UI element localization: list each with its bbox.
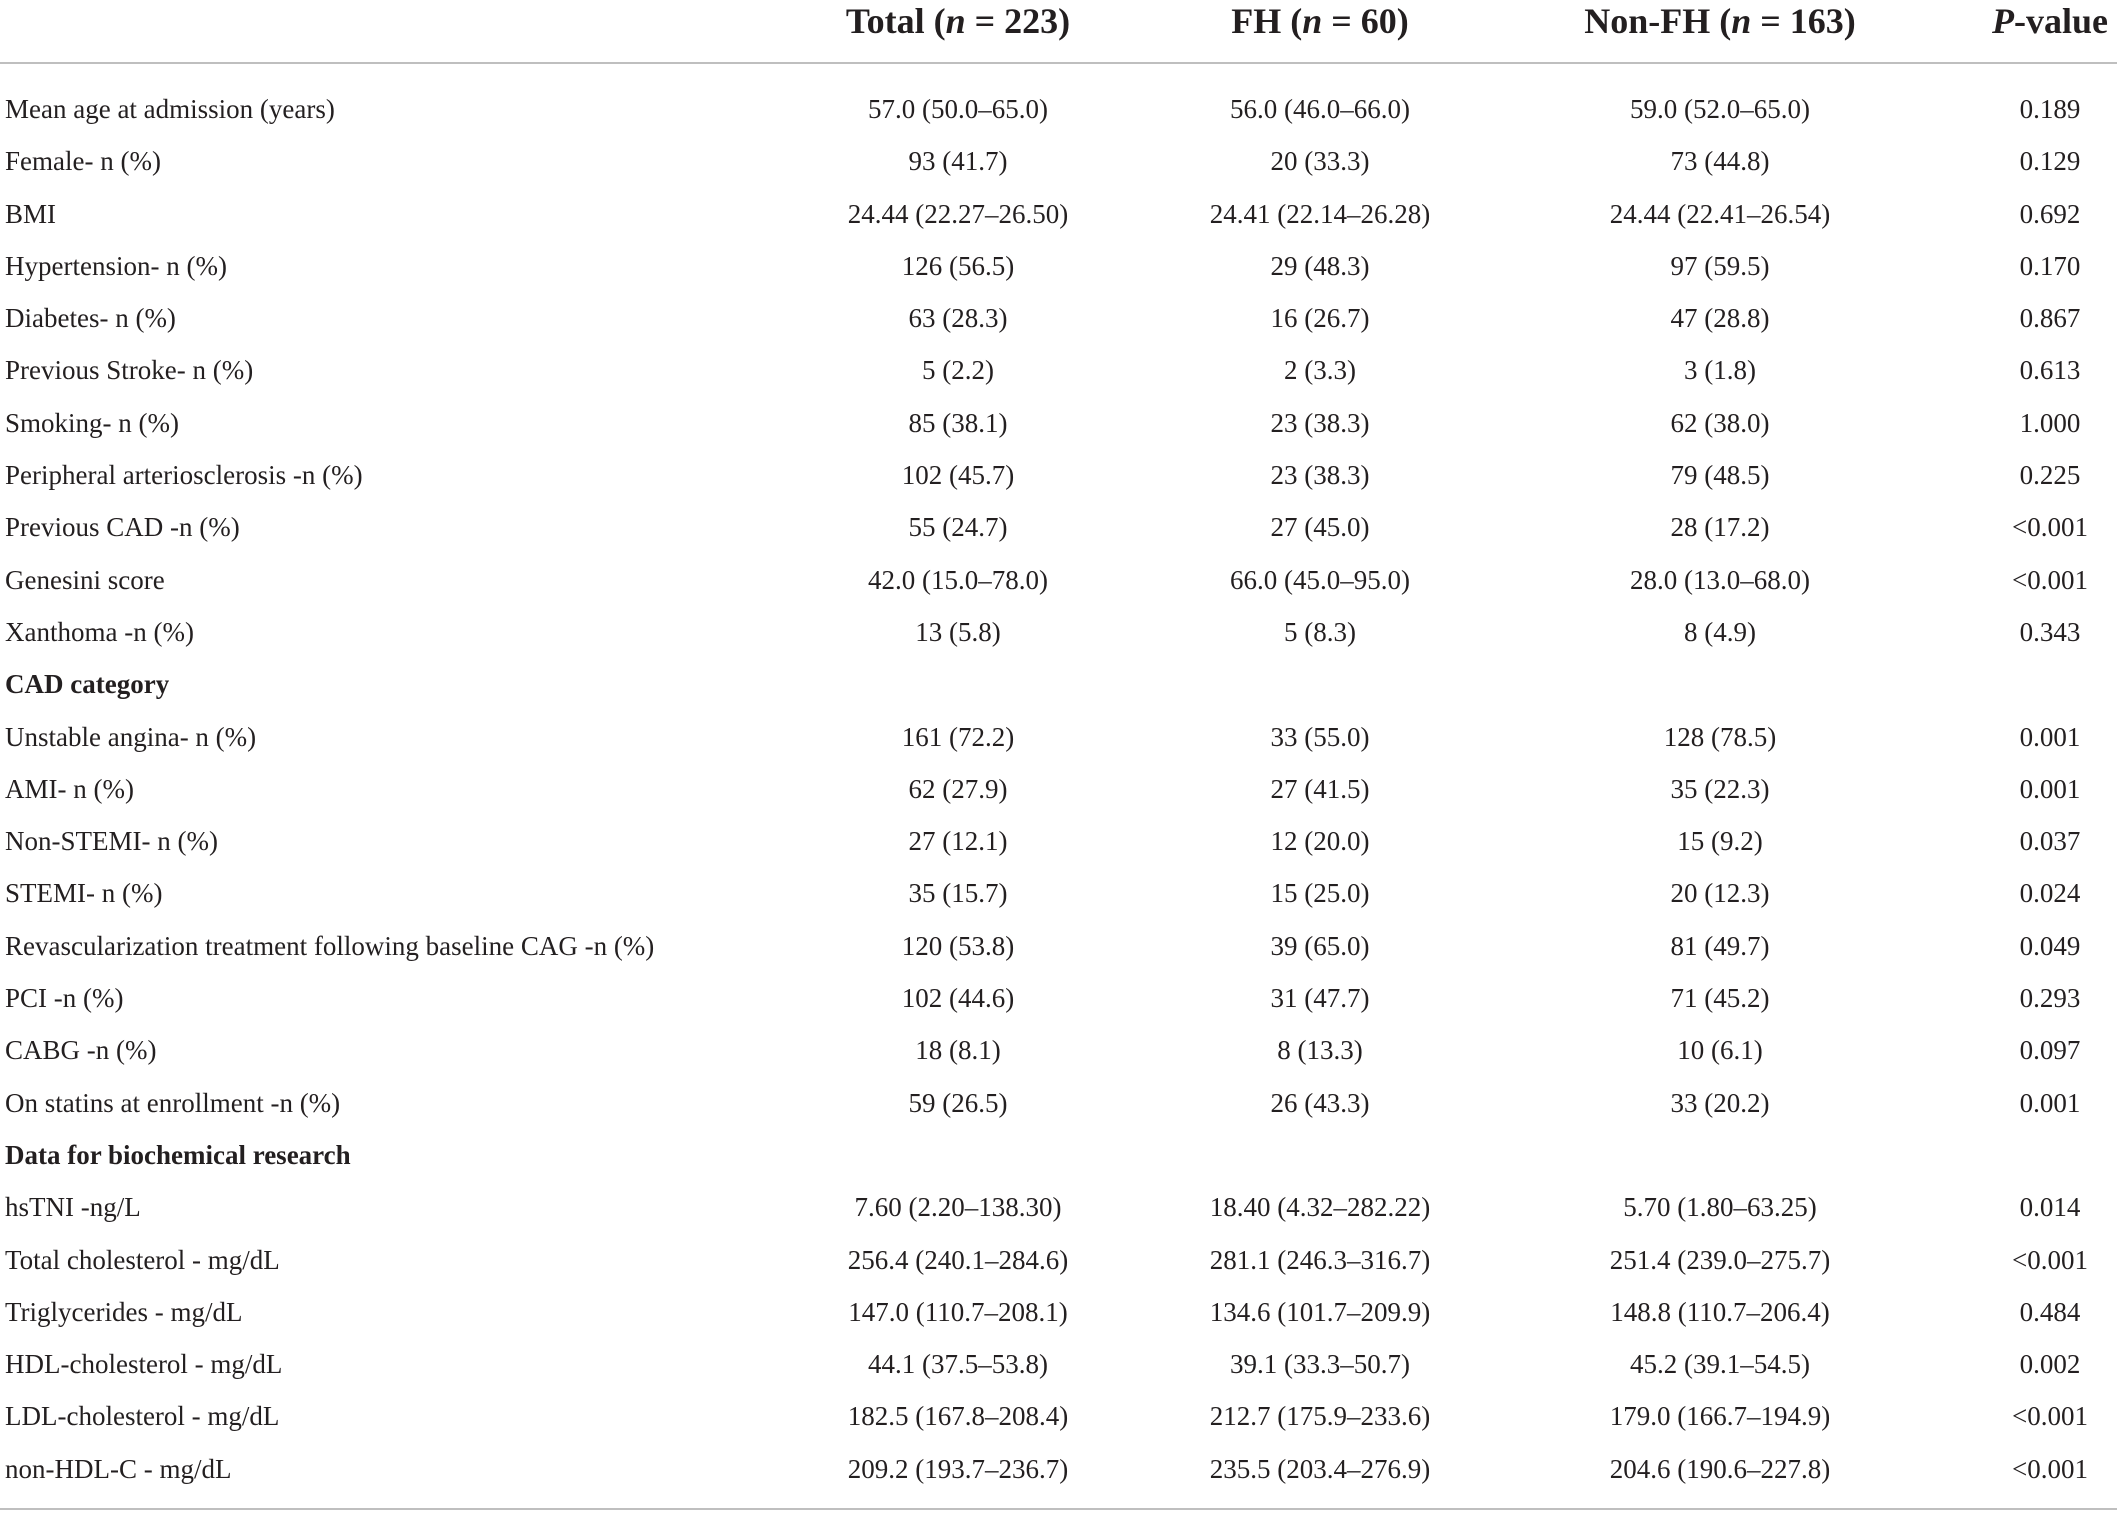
table-row bbox=[0, 449, 2117, 501]
row-label: Diabetes- n (%) bbox=[5, 303, 176, 334]
cell-pvalue: 0.049 bbox=[2019, 930, 2081, 961]
row-label: Non-STEMI- n (%) bbox=[5, 826, 218, 857]
table-row bbox=[0, 920, 2117, 972]
table-row bbox=[0, 1077, 2117, 1129]
cell-nonfh: 45.2 (39.1–54.5) bbox=[1630, 1349, 1810, 1380]
cell-nonfh: 73 (44.8) bbox=[1670, 146, 1770, 177]
row-label: non-HDL-C - mg/dL bbox=[5, 1453, 232, 1484]
cell-pvalue: 0.129 bbox=[2019, 146, 2081, 177]
cell-total: 209.2 (193.7–236.7) bbox=[847, 1453, 1069, 1484]
cell-fh: 134.6 (101.7–209.9) bbox=[1209, 1296, 1431, 1327]
cell-fh: 2 (3.3) bbox=[1284, 355, 1356, 386]
table-body bbox=[0, 83, 2117, 1495]
table-row bbox=[0, 1024, 2117, 1076]
cell-total: 55 (24.7) bbox=[908, 512, 1008, 543]
row-label: Total cholesterol - mg/dL bbox=[5, 1244, 280, 1275]
header-total-n: n bbox=[945, 1, 966, 41]
cell-nonfh: 251.4 (239.0–275.7) bbox=[1609, 1244, 1831, 1275]
row-label: hsTNI -ng/L bbox=[5, 1192, 141, 1223]
table-row bbox=[0, 292, 2117, 344]
row-label: Peripheral arteriosclerosis -n (%) bbox=[5, 460, 363, 491]
row-label: Unstable angina- n (%) bbox=[5, 721, 257, 752]
row-label: CABG -n (%) bbox=[5, 1035, 157, 1066]
cell-pvalue: 0.014 bbox=[2019, 1192, 2081, 1223]
row-label: LDL-cholesterol - mg/dL bbox=[5, 1401, 280, 1432]
row-label: Mean age at admission (years) bbox=[5, 94, 335, 124]
cell-pvalue: 0.692 bbox=[2019, 198, 2081, 229]
cell-total: 44.1 (37.5–53.8) bbox=[868, 1349, 1048, 1380]
cell-total: 161 (72.2) bbox=[901, 721, 1015, 752]
cell-pvalue: 0.001 bbox=[2019, 773, 2081, 804]
cell-total: 102 (44.6) bbox=[901, 983, 1015, 1014]
table-row bbox=[0, 344, 2117, 396]
cell-nonfh: 3 (1.8) bbox=[1684, 355, 1756, 386]
cell-pvalue: 0.613 bbox=[2019, 355, 2081, 386]
header-rule bbox=[0, 62, 2117, 64]
row-label: On statins at enrollment -n (%) bbox=[5, 1087, 341, 1118]
header-total-rest: = 223) bbox=[965, 1, 1071, 41]
row-label: PCI -n (%) bbox=[5, 983, 124, 1014]
cell-nonfh: 59.0 (52.0–65.0) bbox=[1630, 94, 1810, 124]
cell-fh: 235.5 (203.4–276.9) bbox=[1209, 1453, 1431, 1484]
table-row bbox=[0, 815, 2117, 867]
header-pvalue-rest: -value bbox=[2014, 1, 2108, 41]
row-label: BMI bbox=[5, 198, 57, 229]
cell-nonfh: 33 (20.2) bbox=[1670, 1087, 1770, 1118]
table-row bbox=[0, 83, 2117, 135]
header-nonfh bbox=[1555, 0, 1885, 62]
cell-pvalue: 1.000 bbox=[2019, 407, 2081, 438]
cell-nonfh: 79 (48.5) bbox=[1670, 460, 1770, 491]
cell-nonfh: 97 (59.5) bbox=[1670, 250, 1770, 281]
cell-pvalue: 0.189 bbox=[2019, 94, 2081, 124]
header-nonfh-rest: = 163) bbox=[1751, 1, 1856, 41]
cell-fh: 33 (55.0) bbox=[1270, 721, 1370, 752]
row-label: CAD category bbox=[5, 669, 170, 700]
row-label: Revascularization treatment following baseline CAG -n (%) bbox=[5, 930, 655, 961]
bottom-rule bbox=[0, 1508, 2117, 1510]
cell-total: 59 (26.5) bbox=[908, 1087, 1008, 1118]
cell-fh: 8 (13.3) bbox=[1277, 1035, 1363, 1066]
table-row bbox=[0, 1181, 2117, 1233]
cell-nonfh: 20 (12.3) bbox=[1670, 878, 1770, 909]
section-heading-row bbox=[0, 658, 2117, 710]
cell-total: 126 (56.5) bbox=[901, 250, 1015, 281]
table-row bbox=[0, 135, 2117, 187]
cell-total: 24.44 (22.27–26.50) bbox=[847, 198, 1069, 229]
cell-total: 182.5 (167.8–208.4) bbox=[847, 1401, 1069, 1432]
row-label: Data for biochemical research bbox=[5, 1139, 351, 1170]
cell-fh: 31 (47.7) bbox=[1270, 983, 1370, 1014]
table-row bbox=[0, 1234, 2117, 1286]
row-label: AMI- n (%) bbox=[5, 773, 134, 804]
table-row bbox=[0, 240, 2117, 292]
cell-total: 7.60 (2.20–138.30) bbox=[854, 1192, 1062, 1223]
row-label: HDL-cholesterol - mg/dL bbox=[5, 1349, 283, 1380]
cell-nonfh: 204.6 (190.6–227.8) bbox=[1609, 1453, 1831, 1484]
cell-total: 5 (2.2) bbox=[922, 355, 994, 386]
table-row bbox=[0, 972, 2117, 1024]
header-total bbox=[793, 0, 1123, 62]
cell-fh: 39 (65.0) bbox=[1270, 930, 1370, 961]
row-label: Previous Stroke- n (%) bbox=[5, 355, 254, 386]
cell-fh: 12 (20.0) bbox=[1270, 826, 1370, 857]
cell-nonfh: 10 (6.1) bbox=[1677, 1035, 1763, 1066]
header-fh-name: FH ( bbox=[1231, 1, 1303, 41]
cell-pvalue: 0.293 bbox=[2019, 983, 2081, 1014]
cell-pvalue: 0.024 bbox=[2019, 878, 2081, 909]
cell-fh: 5 (8.3) bbox=[1284, 616, 1356, 647]
cell-pvalue: <0.001 bbox=[2012, 1244, 2088, 1275]
cell-pvalue: <0.001 bbox=[2012, 512, 2088, 543]
header-pvalue bbox=[1950, 0, 2117, 62]
cell-pvalue: 0.037 bbox=[2019, 826, 2081, 857]
cell-total: 57.0 (50.0–65.0) bbox=[868, 94, 1048, 124]
cell-fh: 16 (26.7) bbox=[1270, 303, 1370, 334]
table-row bbox=[0, 1286, 2117, 1338]
cell-pvalue: <0.001 bbox=[2012, 1401, 2088, 1432]
table-row bbox=[0, 763, 2117, 815]
cell-nonfh: 5.70 (1.80–63.25) bbox=[1623, 1192, 1817, 1223]
cell-nonfh: 71 (45.2) bbox=[1670, 983, 1770, 1014]
cell-pvalue: 0.001 bbox=[2019, 721, 2081, 752]
cell-total: 120 (53.8) bbox=[901, 930, 1015, 961]
table-row bbox=[0, 501, 2117, 553]
cell-nonfh: 28 (17.2) bbox=[1670, 512, 1770, 543]
cell-pvalue: 0.867 bbox=[2019, 303, 2081, 334]
cell-fh: 27 (45.0) bbox=[1270, 512, 1370, 543]
row-label: Triglycerides - mg/dL bbox=[5, 1296, 243, 1327]
cell-fh: 39.1 (33.3–50.7) bbox=[1230, 1349, 1410, 1380]
cell-pvalue: 0.225 bbox=[2019, 460, 2081, 491]
row-label: Previous CAD -n (%) bbox=[5, 512, 240, 543]
table-header bbox=[0, 0, 2117, 62]
section-heading-row bbox=[0, 1129, 2117, 1181]
cell-fh: 20 (33.3) bbox=[1270, 146, 1370, 177]
cell-nonfh: 47 (28.8) bbox=[1670, 303, 1770, 334]
cell-nonfh: 35 (22.3) bbox=[1670, 773, 1770, 804]
cell-pvalue: 0.097 bbox=[2019, 1035, 2081, 1066]
cell-total: 27 (12.1) bbox=[908, 826, 1008, 857]
cell-pvalue: <0.001 bbox=[2012, 1453, 2088, 1484]
cell-fh: 212.7 (175.9–233.6) bbox=[1209, 1401, 1431, 1432]
cell-nonfh: 24.44 (22.41–26.54) bbox=[1609, 198, 1831, 229]
cell-fh: 26 (43.3) bbox=[1270, 1087, 1370, 1118]
cell-fh: 24.41 (22.14–26.28) bbox=[1209, 198, 1431, 229]
header-pvalue-p: P bbox=[1992, 1, 2014, 41]
cell-nonfh: 15 (9.2) bbox=[1677, 826, 1763, 857]
table-row bbox=[0, 397, 2117, 449]
cell-pvalue: 0.484 bbox=[2019, 1296, 2081, 1327]
table-row bbox=[0, 711, 2117, 763]
header-total-name: Total ( bbox=[845, 1, 946, 41]
cell-pvalue: <0.001 bbox=[2012, 564, 2088, 595]
cell-total: 93 (41.7) bbox=[908, 146, 1008, 177]
cell-total: 18 (8.1) bbox=[915, 1035, 1001, 1066]
cell-total: 63 (28.3) bbox=[908, 303, 1008, 334]
cell-fh: 23 (38.3) bbox=[1270, 407, 1370, 438]
row-label: Xanthoma -n (%) bbox=[5, 616, 194, 647]
cell-fh: 27 (41.5) bbox=[1270, 773, 1370, 804]
header-nonfh-name: Non-FH ( bbox=[1584, 1, 1732, 41]
cell-nonfh: 179.0 (166.7–194.9) bbox=[1609, 1401, 1831, 1432]
header-nonfh-n: n bbox=[1731, 1, 1752, 41]
cell-fh: 23 (38.3) bbox=[1270, 460, 1370, 491]
cell-nonfh: 128 (78.5) bbox=[1663, 721, 1777, 752]
cell-total: 42.0 (15.0–78.0) bbox=[868, 564, 1048, 595]
table-row bbox=[0, 1443, 2117, 1495]
cell-nonfh: 81 (49.7) bbox=[1670, 930, 1770, 961]
header-fh bbox=[1155, 0, 1485, 62]
cell-total: 102 (45.7) bbox=[901, 460, 1015, 491]
cell-total: 147.0 (110.7–208.1) bbox=[848, 1296, 1068, 1327]
header-fh-n: n bbox=[1302, 1, 1323, 41]
cell-pvalue: 0.001 bbox=[2019, 1087, 2081, 1118]
table-row bbox=[0, 554, 2117, 606]
row-label: STEMI- n (%) bbox=[5, 878, 163, 909]
table-row bbox=[0, 188, 2117, 240]
cell-pvalue: 0.170 bbox=[2019, 250, 2081, 281]
cell-fh: 56.0 (46.0–66.0) bbox=[1230, 94, 1410, 124]
cell-total: 62 (27.9) bbox=[908, 773, 1008, 804]
row-label: Genesini score bbox=[5, 564, 165, 595]
cell-total: 256.4 (240.1–284.6) bbox=[847, 1244, 1069, 1275]
cell-pvalue: 0.002 bbox=[2019, 1349, 2081, 1380]
cell-total: 13 (5.8) bbox=[915, 616, 1001, 647]
cell-total: 35 (15.7) bbox=[908, 878, 1008, 909]
table-row bbox=[0, 867, 2117, 919]
row-label: Hypertension- n (%) bbox=[5, 250, 227, 281]
cell-fh: 281.1 (246.3–316.7) bbox=[1209, 1244, 1431, 1275]
table-row bbox=[0, 606, 2117, 658]
table-row bbox=[0, 1390, 2117, 1442]
cell-fh: 18.40 (4.32–282.22) bbox=[1209, 1192, 1431, 1223]
cell-fh: 66.0 (45.0–95.0) bbox=[1230, 564, 1410, 595]
row-label: Smoking- n (%) bbox=[5, 407, 179, 438]
header-fh-rest: = 60) bbox=[1322, 1, 1409, 41]
cell-nonfh: 28.0 (13.0–68.0) bbox=[1630, 564, 1810, 595]
row-label: Female- n (%) bbox=[5, 146, 161, 177]
table-row bbox=[0, 1338, 2117, 1390]
cell-fh: 29 (48.3) bbox=[1270, 250, 1370, 281]
cell-pvalue: 0.343 bbox=[2019, 616, 2081, 647]
cell-nonfh: 148.8 (110.7–206.4) bbox=[1610, 1296, 1830, 1327]
cell-nonfh: 8 (4.9) bbox=[1684, 616, 1756, 647]
cell-fh: 15 (25.0) bbox=[1270, 878, 1370, 909]
cell-nonfh: 62 (38.0) bbox=[1670, 407, 1770, 438]
cell-total: 85 (38.1) bbox=[908, 407, 1008, 438]
